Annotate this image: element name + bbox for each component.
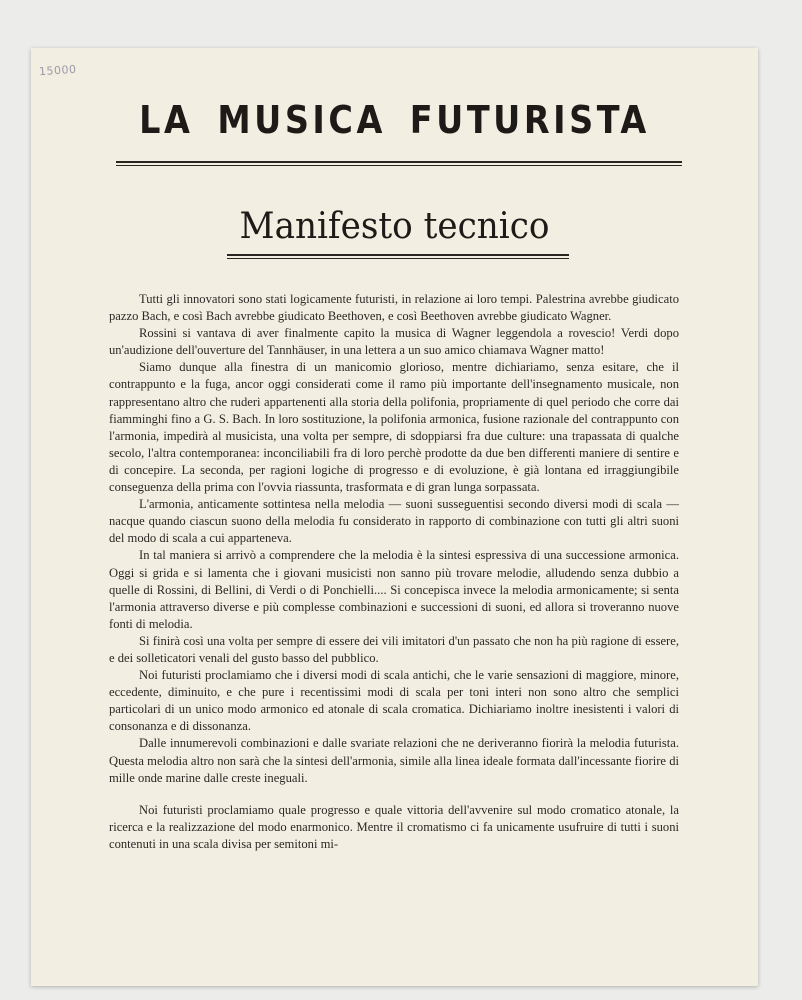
- manifesto-body: [109, 291, 679, 853]
- manifesto-title: LA MUSICA FUTURISTA: [139, 98, 650, 142]
- paragraph: Tutti gli innovatori sono stati logicamente futuristi, in relazione ai loro tempi. Palestrina avrebbe giudicato pazzo Bach, e così Bach avrebbe giudicato Beethoven, e così Beethoven avrebbe giudicato Wagner.: [109, 292, 679, 324]
- manifesto-page: [31, 48, 758, 986]
- subtitle-rule-thin: [227, 258, 569, 259]
- paragraph: Rossini si vantava di aver finalmente capito la musica di Wagner leggendola a rovescio! Verdi dopo un'audizione dell'ouverture del Tannhäuser, in una lettera a un suo amico chiamava Wagner matto!: [109, 326, 679, 358]
- paragraph: Siamo dunque alla finestra di un manicomio glorioso, mentre dichiariamo, senza esitare, che il contrappunto e la fuga, ancor oggi considerati come il ramo più importante dell'insegnamento musicale, non rappresentano altro che ruderi appartenenti alla storia della polifonia, propriamente di quel periodo che corre dai fiamminghi fino a G. S. Bach. In loro sostituzione, la polifonia armonica, fusione razionale del contrappunto con l'armonia, impedirà al musicista, una volta per sempre, di sdoppiarsi fra due culture: una trapassata di qualche secolo, l'altra contemporanea: inconciliabili fra di loro perchè prodotte da due ben differenti maniere di sentire e di concepire. La seconda, per ragioni logiche di progresso e di evoluzione, è già lontana ed irraggiungibile conseguenza della prima con l'ovvia riassunta, trasformata e di gran lunga sorpassata.: [109, 360, 679, 495]
- pencil-inventory-note: 15000: [38, 62, 77, 79]
- subtitle-rule-thick: [227, 254, 569, 256]
- title-rule-thick: [116, 161, 682, 163]
- paragraph: Si finirà così una volta per sempre di essere dei vili imitatori d'un passato che non ha più ragione di essere, e dei solleticatori venali del gusto basso del pubblico.: [109, 633, 679, 665]
- paragraph: Noi futuristi proclamiamo quale progresso e quale vittoria dell'avvenire sul modo cromatico atonale, la ricerca e la realizzazione del modo enarmonico. Mentre il cromatismo ci fa unicamente usufruire di tutti i suoni contenuti in una scala divisa per semitoni mi-: [109, 802, 679, 851]
- paragraph: In tal maniera si arrivò a comprendere che la melodia è la sintesi espressiva di una successione armonica. Oggi si grida e si lamenta che i giovani musicisti non sanno più trovare melodie, alludendo senza dubbio a quelle di Rossini, di Bellini, di Verdi o di Ponchielli.... Si concepisca invece la melodia armonicamente; si senta l'armonia attraverso diverse e più complesse combinazioni e successioni di suoni, ed allora si troveranno nuove fonti di melodia.: [109, 548, 679, 631]
- manifesto-subtitle: Manifesto tecnico: [239, 206, 550, 247]
- paragraph: L'armonia, anticamente sottintesa nella melodia — suoni susseguentisi secondo diversi modi di scala — nacque quando ciascun suono della melodia fu considerato in rapporto di combinazione con tutti gli altri suoni del modo di scala a cui apparteneva.: [109, 497, 679, 546]
- paragraph: Dalle innumerevoli combinazioni e dalle svariate relazioni che ne deriveranno fiorirà la melodia futurista. Questa melodia altro non sarà che la sintesi dell'armonia, simile alla linea ideale formata dall'incessante fiorire di mille onde marine dalle creste ineguali.: [109, 736, 679, 785]
- paragraph: Noi futuristi proclamiamo che i diversi modi di scala antichi, che le varie sensazioni di maggiore, minore, eccedente, diminuito, e che pure i recentissimi modi di scala per toni interi non sono altro che semplici particolari di un unico modo armonico ed atonale di scala cromatica. Dichiariamo inoltre inesistenti i valori di consonanza e di dissonanza.: [109, 668, 679, 734]
- title-rule-thin: [116, 165, 682, 166]
